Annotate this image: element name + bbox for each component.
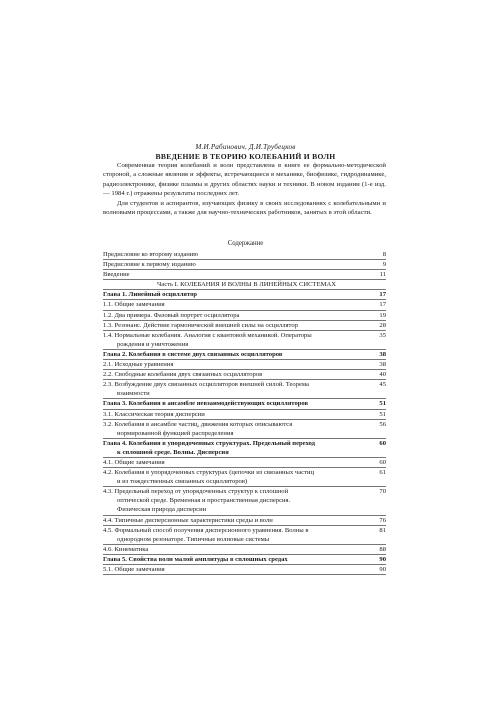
toc-entry-title	[103, 380, 364, 398]
toc-entry-title	[103, 280, 364, 289]
authors: М.И.Рабинович, Д.И.Трубецков	[195, 143, 296, 151]
toc-page-number: 28	[379, 321, 386, 329]
toc-entry-text: 5.1. Общие замечания	[103, 566, 165, 573]
toc-page-number: 40	[379, 371, 386, 379]
toc-entry-title	[103, 565, 364, 574]
toc-entry-title	[103, 420, 364, 438]
toc-entry-continuation: рождения и уничтожения	[117, 340, 189, 348]
toc-page-number: 56	[379, 420, 386, 428]
table-of-contents	[103, 250, 386, 575]
toc-entry-text: Часть I. КОЛЕБАНИЯ И ВОЛНЫ В ЛИНЕЙНЫХ СИСТЕМАХ	[157, 281, 336, 289]
toc-page-number: 11	[379, 271, 386, 279]
abstract-paragraph: Современная теория колебаний и волн представлена в книге ее формально-методической стороной, а сложные явления и эффекты, встречающиеся в механике, биофизике, гидродинамике, радиоэлектронике, физике плазмы и других областях науки и техники. В новом издании (1-е изд. — 1984 г.) отражены результаты последних лет.	[103, 162, 386, 198]
toc-page-number: 35	[379, 331, 386, 339]
toc-entry-title	[103, 270, 364, 279]
toc-entry-text: Глава 5. Свойства волн малой амплитуды в сплошных средах	[103, 555, 288, 563]
toc-page-number: 61	[379, 469, 386, 477]
toc-page-number: 17	[379, 301, 386, 309]
toc-entry-text: Предисловие ко второму изданию	[103, 251, 199, 258]
toc-entry-text: 4.5. Формальный способ получения дисперсионного уравнения. Волны в	[103, 526, 309, 534]
toc-entry-text: 4.3. Предельный переход от упорядоченных структур к сплошной	[103, 488, 289, 496]
toc-page-number: 88	[379, 545, 386, 553]
toc-entry-text: 1.3. Резонанс. Действие гармонической внешней силы на осциллятор	[103, 321, 298, 329]
toc-entry-text: 1.2. Два примера. Фазовый портрет осциллятора	[103, 311, 240, 319]
toc-entry-title	[103, 410, 364, 419]
toc-entry	[103, 370, 386, 379]
toc-entry-text: Глава 4. Колебания в упорядоченных структурах. Предельный переход	[103, 439, 315, 447]
toc-entry-continuation: нормированной функцией распределения	[117, 429, 234, 437]
toc-entry-title	[103, 468, 364, 486]
toc-entry-title	[103, 350, 364, 359]
toc-page-number: 38	[379, 350, 386, 358]
toc-entry-title	[103, 260, 364, 269]
toc-entry-text: 3.2. Колебания в ансамбле частиц, движения которых описываются	[103, 420, 293, 428]
toc-page-number: 76	[379, 516, 386, 524]
toc-entry	[103, 260, 386, 269]
toc-entry	[103, 331, 386, 349]
toc-chapter	[103, 350, 386, 359]
toc-entry	[103, 420, 386, 438]
toc-page-number: 17	[379, 291, 386, 299]
toc-page-number: 60	[379, 439, 386, 447]
toc-entry-continuation: и из тождественных связанных осцилляторов)	[117, 478, 248, 486]
toc-entry	[103, 360, 386, 369]
toc-entry	[103, 487, 386, 514]
toc-entry-title	[103, 516, 364, 525]
toc-entry	[103, 526, 386, 544]
toc-page-number: 51	[379, 410, 386, 418]
toc-page-number: 81	[379, 526, 386, 534]
toc-entry	[103, 270, 386, 279]
toc-entry-title	[103, 360, 364, 369]
toc-page-number: 19	[379, 311, 386, 319]
toc-entry-continuation: взаимности	[117, 390, 150, 398]
toc-chapter	[103, 399, 386, 408]
toc-entry-title	[103, 487, 364, 514]
toc-entry-title	[103, 321, 364, 330]
toc-entry	[103, 380, 386, 398]
toc-entry	[103, 250, 386, 259]
toc-entry-title	[103, 311, 364, 320]
toc-entry-text: 4.1. Общие замечания	[103, 458, 165, 466]
toc-entry-title	[103, 290, 364, 299]
toc-entry	[103, 410, 386, 419]
row-divider	[103, 574, 386, 575]
toc-page-number: 45	[379, 381, 386, 389]
toc-entry	[103, 545, 386, 554]
toc-page-number: 9	[382, 261, 386, 269]
toc-entry-title	[103, 458, 364, 467]
toc-entry	[103, 311, 386, 320]
abstract	[103, 161, 386, 217]
toc-entry-text: 1.1. Общие замечания	[103, 301, 165, 309]
toc-entry	[103, 468, 386, 486]
toc-entry-text: 4.6. Кинематика	[103, 545, 149, 553]
toc-page-number: 60	[379, 458, 386, 466]
toc-chapter	[103, 555, 386, 564]
toc-entry-title	[103, 250, 364, 259]
toc-entry-text: 1.4. Нормальные колебания. Аналогия с квантовой механикой. Операторы	[103, 331, 312, 339]
toc-entry	[103, 565, 386, 574]
toc-entry-text: Глава 3. Колебания в ансамбле невзаимодействующих осцилляторов	[103, 400, 309, 408]
toc-chapter	[103, 439, 386, 457]
toc-entry-text: 3.1. Классическая теория дисперсии	[103, 410, 205, 418]
toc-entry-text: Глава 2. Колебания в системе двух связанных осцилляторов	[103, 350, 283, 358]
toc-entry-title	[103, 526, 364, 544]
toc-entry-text: Предисловие к первому изданию	[103, 261, 196, 269]
toc-entry-title	[103, 399, 364, 408]
toc-entry-title	[103, 331, 364, 349]
toc-entry	[103, 300, 386, 309]
toc-part	[103, 280, 386, 289]
toc-entry-text: 4.4. Типичные дисперсионные характеристики среды и волн	[103, 516, 273, 524]
toc-entry-text: 2.2. Свободные колебания двух связанных осцилляторов	[103, 371, 263, 379]
toc-entry-title	[103, 545, 364, 554]
toc-page-number: 51	[379, 400, 386, 408]
toc-entry-text: 4.2. Колебания в упорядоченных структурах (цепочки из связанных частиц	[103, 469, 315, 477]
toc-entry-continuation: однородном резонаторе. Типичные волновые системы	[117, 535, 270, 543]
book-title: ВВЕДЕНИЕ В ТЕОРИЮ КОЛЕБАНИЙ И ВОЛН	[155, 152, 336, 161]
toc-entry-text: Введение	[103, 271, 130, 279]
toc-page-number: 8	[382, 251, 386, 258]
abstract-paragraph: Для студентов и аспирантов, изучающих физику в своих исследованиях с колебательными и волновыми процессами, а также для научно-технических работников, занятых в этой области.	[103, 199, 386, 217]
toc-entry	[103, 321, 386, 330]
toc-entry	[103, 458, 386, 467]
toc-entry-continuation: оптической среде. Временная и пространственная дисперсия.	[117, 497, 291, 505]
toc-chapter	[103, 290, 386, 299]
toc-entry-title	[103, 439, 364, 457]
toc-entry-continuation: Физическая природа дисперсии	[117, 506, 207, 514]
toc-page-number: 90	[379, 566, 386, 573]
toc-page-number: 90	[379, 555, 386, 563]
toc-entry-text: Глава 1. Линейный осциллятор	[103, 291, 198, 299]
toc-page-number: 70	[379, 488, 386, 496]
toc-entry-text: 2.3. Возбуждение двух связанных осцилляторов внешней силой. Теорема	[103, 381, 309, 389]
toc-entry-title	[103, 555, 364, 564]
toc-entry-title	[103, 370, 364, 379]
toc-entry-text: 2.1. Исходные уравнения	[103, 361, 174, 369]
toc-entry	[103, 516, 386, 525]
contents-heading: Содержание	[227, 240, 264, 247]
toc-entry-continuation: к сплошной среде. Волны. Дисперсия	[117, 448, 229, 456]
toc-page-number: 38	[379, 361, 386, 369]
toc-entry-title	[103, 300, 364, 309]
